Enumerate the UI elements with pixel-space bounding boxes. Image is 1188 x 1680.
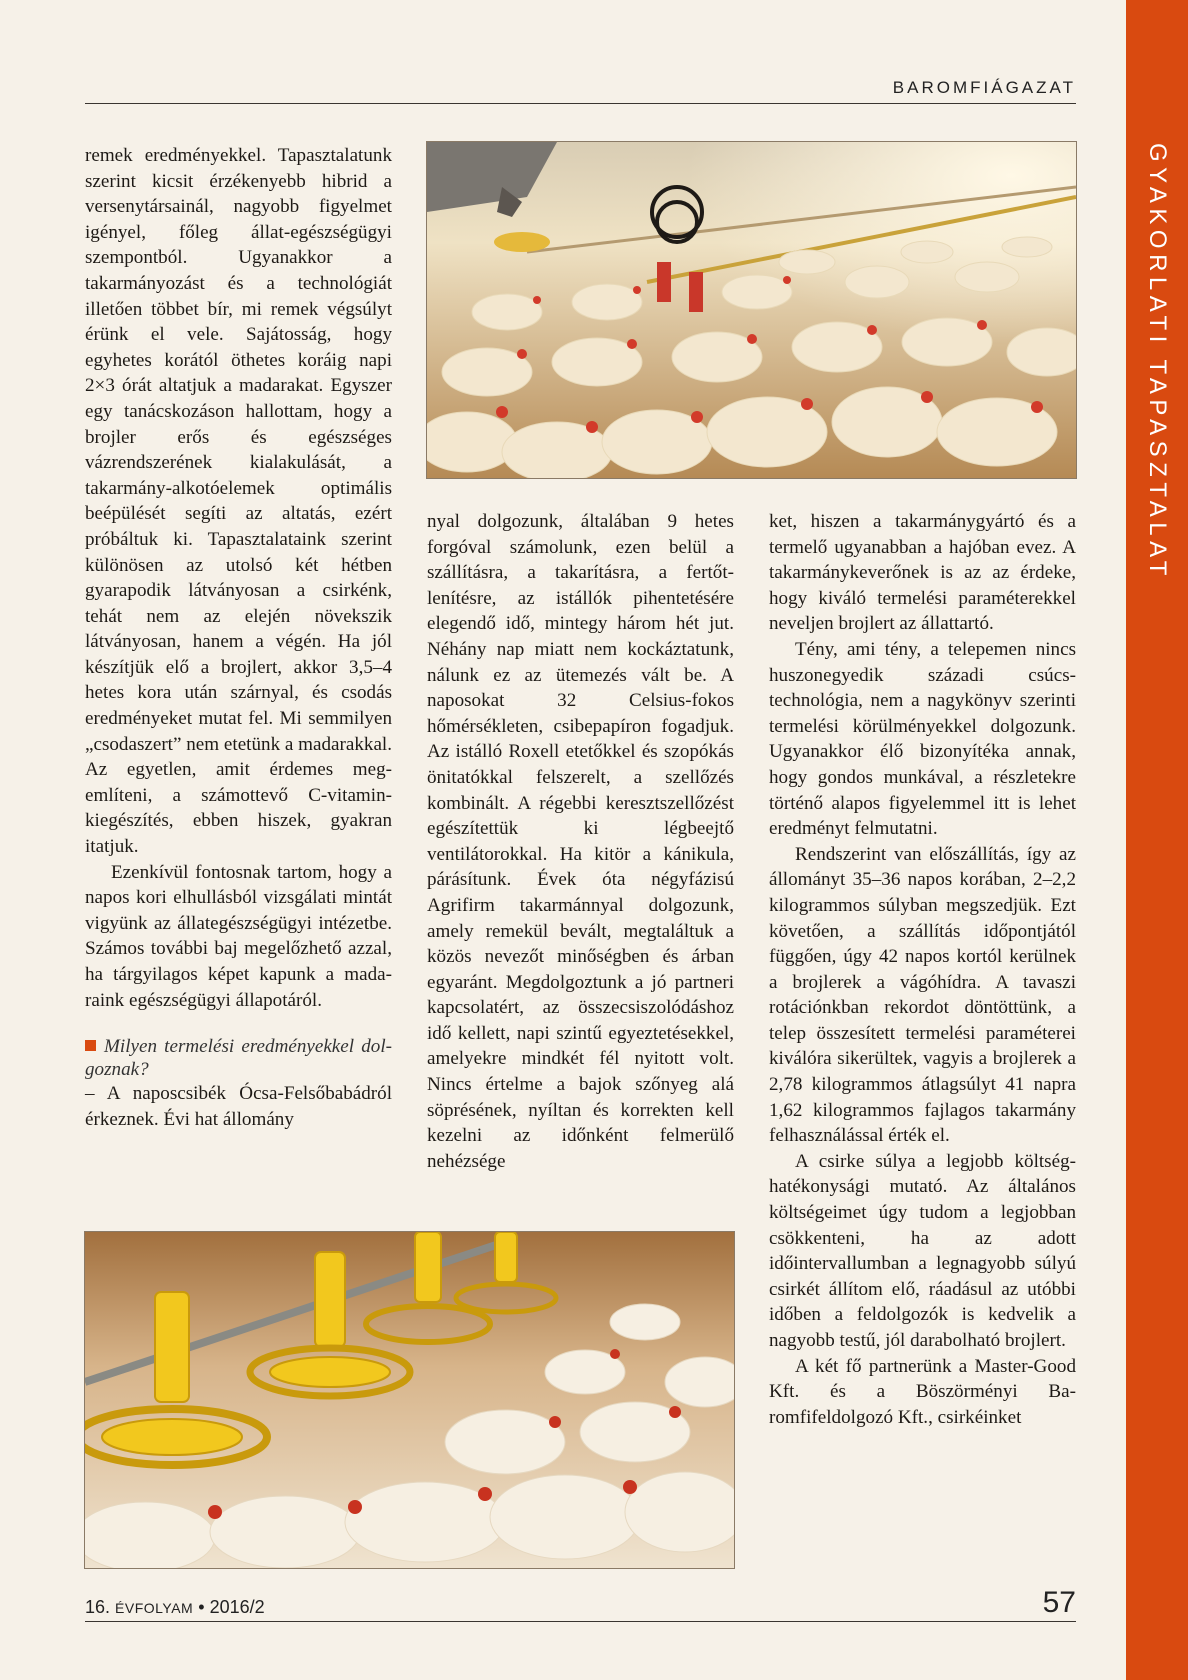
header-rule bbox=[85, 103, 1076, 104]
paragraph: Rendszerint van előszállítás, így az állományt 35–36 napos korában, 2–2,2 kilogrammos súlyban megszedjük. Ezt követően, a szállítás időpontjától függően, úgy 42 napos kortól kerülnek a brojlerek a vágóhídra. A tavaszi rotációnkban rekordot döntöttünk, a telep összesített termelési paraméterei kiválóra sikerültek, vagyis a brojlerek a 2,78 kilogrammos átlagsúlyt 41 napra 1,62 kilogrammos fajlagos takarmány felhasználással érték el. bbox=[769, 843, 1076, 1147]
volume-number: 16. bbox=[85, 1597, 111, 1617]
issue-info bbox=[85, 1597, 265, 1618]
question-text: Milyen termelési eredményekkel dolgoznak? bbox=[85, 1036, 392, 1081]
answer-paragraph: – A naposcsibék Ócsa-Felsőbabádról érkeznek. Évi hat állomány bbox=[85, 1083, 392, 1130]
text-column-2 bbox=[427, 509, 734, 1174]
paragraph: A csirke súlya a legjobb költséghatékonysági mutató. Az általános költségeimet úgy tudom a legjobban csökkenteni, ha az adott időintervallumban a legnagyobb súlyú csirkét állítom elő, ráadásul az utóbbi időben a feldolgozók is kedvelik a nagyobb testű, jól darabolható brojlert. bbox=[769, 1150, 1076, 1351]
feeders-illustration bbox=[85, 1232, 734, 1568]
paragraph: Ezenkívül fontosnak tartom, hogy a napos kori elhullásból vizsgálati mintát vigyünk az állategészségügyi intézetbe. Számos további baj megelőzhető azzal, ha tárgyilagos képet kapunk a madaraink egészségügyi állapotáról. bbox=[85, 861, 392, 1011]
paragraph: nyal dolgozunk, általában 9 hetes forgóval számolunk, ezen belül a szállításra, a takarításra, a fertőtlenítésre, az istállók pihentetésére elegendő idő, mintegy három hét jut. Néhány nap miatt nem kockáztatunk, nálunk ez az ütemezés vált be. A naposokat 32 Celsius-fokos hőmérsékleten, csibepapíron fogadjuk. Az istálló Roxell etetőkkel és szopókás önitatókkal felszerelt, a szellőzés kombinált. A régebbi keresztszellőzést egészítettük ki légbeejtő ventilátorokkal. Ha kitör a kánikula, párásítunk. Évek óta négyfázisú Agrifirm takarmánnyal dolgozunk, amely remekül bevált, megtaláltuk a közös nevezőt minőségben és árban egyaránt. Megdolgoztunk a jó partneri kapcsolatért, az összecsiszolódáshoz idő kellett, napi szintű egyeztetésekkel, amelyekre mindkét fél nyitott volt. Nincs értelme a bajok szőnyeg alá söprésének, nyíltan és korrekten kell kezelni az időnként felmerülő nehézsége bbox=[427, 511, 734, 1172]
interview-question bbox=[85, 1035, 392, 1081]
paragraph: A két fő partnerünk a Master-Good Kft. és a Böszörményi Baromfifeldolgozó Kft., csirkéinket bbox=[769, 1355, 1076, 1428]
feeders-photo bbox=[84, 1231, 735, 1569]
footer-rule bbox=[85, 1621, 1076, 1622]
question-marker-icon bbox=[85, 1040, 96, 1051]
paragraph: ket, hiszen a takarmánygyártó és a termelő ugyanabban a hajóban evez. A takarmánykeverőnek is az az érdeke, hogy kiváló termelési paraméterekkel neveljen brojlert az állattartó. bbox=[769, 511, 1076, 635]
issue-number: 2016/2 bbox=[209, 1597, 265, 1617]
broiler-house-photo bbox=[426, 141, 1077, 479]
footer-bullet: • bbox=[198, 1597, 205, 1617]
text-column-3 bbox=[769, 509, 1076, 1430]
paragraph: Tény, ami tény, a telepemen nincs huszonegyedik századi csúcstechnológia, nem a nagykönyv szerinti termelési körülményekkel dolgozunk. Ugyanakkor élő bizonyítéka annak, hogy gondos munkával, a részletekre történő alapos figyelemmel itt is lehet eredményt felmutatni. bbox=[769, 638, 1076, 840]
paragraph: remek eredményekkel. Tapasztalatunk szerint kicsit érzékenyebb hibrid a versenytársainál, nagyobb figyelmet igényel, főleg állat-egészségügyi szempontból. Ugyanakkor a takarmányozást és a technológiát illetően többet bír, mi remek végsúlyt érünk el vele. Sajátosság, hogy egyhetes korától öthetes koráig napi 2×3 órát altatjuk a madarakat. Egyszer egy tanácskozáson hallottam, hogy a brojler erős és egészséges vázrendszerének kialakulását, a takarmány-alkotóelemek optimális beépülését segíti az altatás, ezért próbáltuk ki. Tapasztalataink szerint különösen az utolsó két hétben gyarapodik látványosan a csirkénk, tehát nem az elején növekszik látványosan, hanem a végén. Ha jól készítjük elő a brojlert, akkor 3,5–4 hetes kora után szárnyal, és csodás eredményeket mutat fel. Mi semmilyen „csodaszert” nem etetünk a madarakkal. Az egyetlen, amit érdemes megemlíteni, a számottevő C-vitaminkiegészítés, ebben hiszek, gyakran itatjuk. bbox=[85, 145, 392, 858]
side-section-label: GYAKORLATI TAPASZTALAT bbox=[1144, 143, 1171, 581]
section-title: BAROMFIÁGAZAT bbox=[892, 78, 1076, 97]
broiler-house-illustration bbox=[427, 142, 1076, 478]
text-column-1 bbox=[85, 143, 392, 1132]
volume-label: ÉVFOLYAM bbox=[115, 1600, 194, 1616]
page-number: 57 bbox=[1042, 1586, 1076, 1619]
